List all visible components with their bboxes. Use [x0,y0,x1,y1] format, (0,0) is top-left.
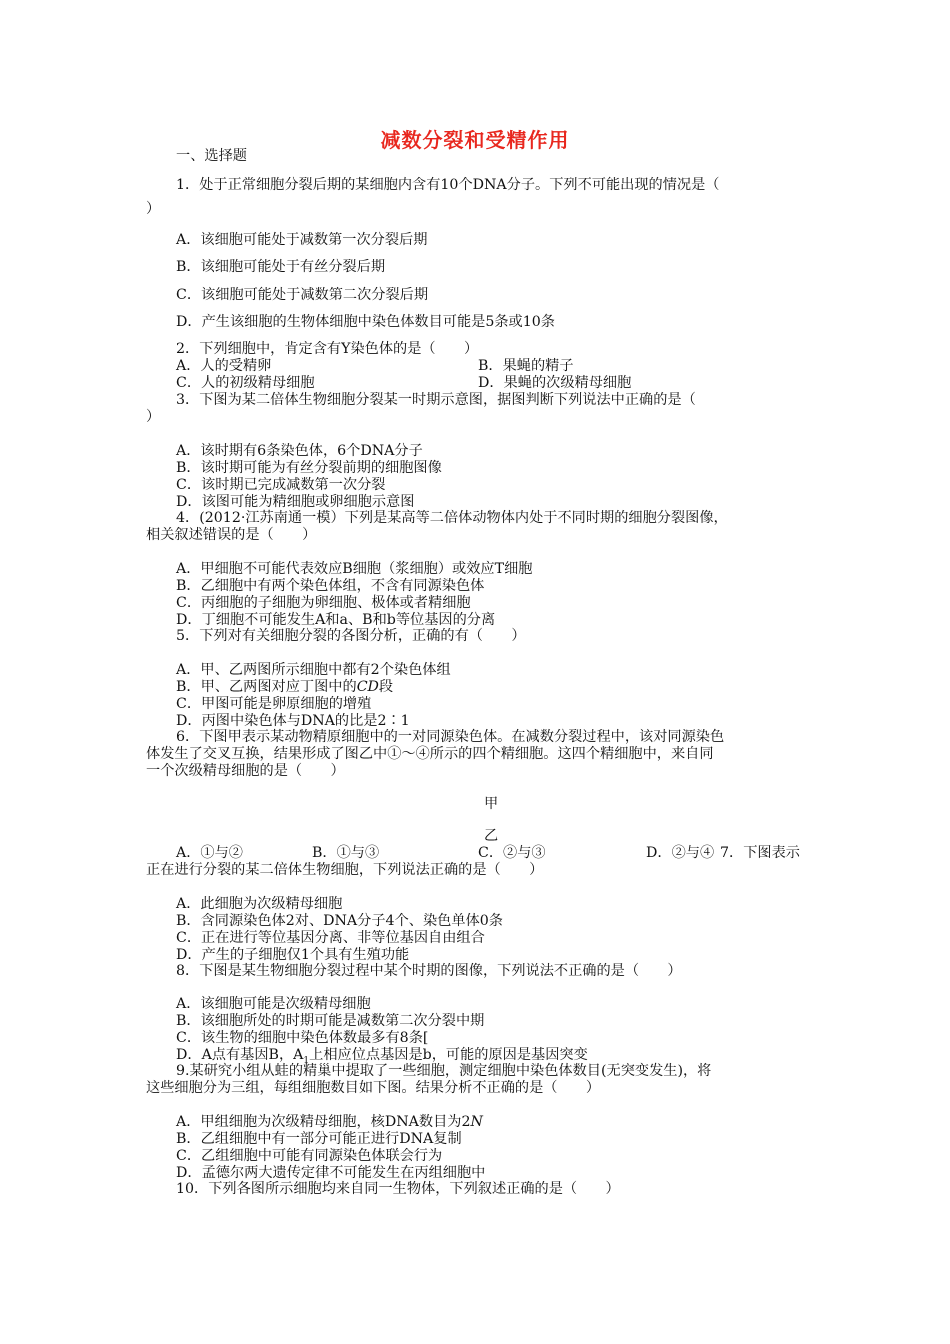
q6-stem-line3: 一个次级精母细胞的是（ ） [146,763,345,779]
q1-option-d: D．产生该细胞的生物体细胞中染色体数目可能是5条或10条 [176,314,555,330]
q8-option-a: A．该细胞可能是次级精母细胞 [176,996,371,1012]
q2-stem: 2．下列细胞中，肯定含有Y染色体的是（ ） [176,341,479,357]
q5-stem: 5．下列对有关细胞分裂的各图分析，正确的有（ ） [176,628,526,644]
q1-option-b: B．该细胞可能处于有丝分裂后期 [176,259,386,275]
q4-stem-line1: 4．(2012·江苏南通一模）下列是某高等二倍体动物体内处于不同时期的细胞分裂图像， [176,510,728,526]
q9-option-d: D．孟德尔两大遗传定律不可能发生在丙组细胞中 [176,1165,486,1181]
q6-option-a: A．①与② [176,845,243,861]
q5-option-d: D．丙图中染色体与DNA的比是2∶1 [176,713,410,729]
q10-stem: 10．下列各图所示细胞均来自同一生物体，下列叙述正确的是（ ） [176,1181,620,1197]
section-heading: 一、选择题 [176,148,247,164]
q9-option-c: C．乙组细胞中可能有同源染色体联会行为 [176,1148,443,1164]
q2-option-a: A．人的受精卵 [176,358,272,374]
q4-option-c: C．丙细胞的子细胞为卵细胞、极体或者精细胞 [176,595,471,611]
q3-option-d: D．该图可能为精细胞或卵细胞示意图 [176,494,415,510]
q6-figure-label-yi: 乙 [484,828,499,844]
q2-option-d: D．果蝇的次级精母细胞 [478,375,632,391]
q8-option-d-suffix: 上相应位点基因是b，可能的原因是基因突变 [309,1047,588,1063]
q8-option-d-prefix: D．A点有基因B，A [176,1047,304,1063]
q6-figure-label-jia: 甲 [484,796,499,812]
q8-option-c: C．该生物的细胞中染色体数最多有8条[ [176,1030,429,1046]
q8-option-d-subscript: 1 [303,1055,310,1066]
q9-stem-line1: 9.某研究小组从蛙的精巢中提取了一些细胞，测定细胞中染色体数目(无突变发生)，将 [176,1063,712,1079]
q7-option-b: B．含同源染色体2对、DNA分子4个、染色单体0条 [176,913,503,929]
q9-stem-line2: 这些细胞分为三组，每组细胞数目如下图。结果分析不正确的是（ ） [146,1080,601,1096]
q5-option-c: C．甲图可能是卵原细胞的增殖 [176,696,372,712]
q6-option-c: C．②与③ [478,845,546,861]
q1-option-c: C．该细胞可能处于减数第二次分裂后期 [176,287,429,303]
q1-stem: 1．处于正常细胞分裂后期的某细胞内含有10个DNA分子。下列不可能出现的情况是（ [176,177,720,193]
q8-option-b: B．该细胞所处的时期可能是减数第二次分裂中期 [176,1013,485,1029]
q7-stem-line2: 正在进行分裂的某二倍体生物细胞，下列说法正确的是（ ） [146,862,544,878]
q5-option-b-italic: CD [356,679,379,695]
q1-option-a: A．该细胞可能处于减数第一次分裂后期 [176,232,428,248]
q2-option-c: C．人的初级精母细胞 [176,375,315,391]
q8-stem: 8．下图是某生物细胞分裂过程中某个时期的图像，下列说法不正确的是（ ） [176,963,682,979]
q5-option-b-suffix: 段 [378,679,394,695]
q7-stem-line1: 7．下图表示 [720,845,800,861]
q6-stem-line2: 体发生了交叉互换，结果形成了图乙中①～④所示的四个精细胞。这四个精细胞中，来自同 [146,746,714,762]
q4-stem-line2: 相关叙述错误的是（ ） [146,527,317,543]
q6-stem-line1: 6．下图甲表示某动物精原细胞中的一对同源染色体。在减数分裂过程中，该对同源染色 [176,729,725,745]
q3-option-a: A．该时期有6条染色体，6个DNA分子 [176,443,423,459]
q4-option-b: B．乙细胞中有两个染色体组，不含有同源染色体 [176,578,485,594]
q5-option-a: A．甲、乙两图所示细胞中都有2个染色体组 [176,662,451,678]
q7-option-c: C．正在进行等位基因分离、非等位基因自由组合 [176,930,485,946]
q9-option-b: B．乙组细胞中有一部分可能正进行DNA复制 [176,1131,462,1147]
q6-option-b: B．①与③ [312,845,380,861]
q3-option-c: C．该时期已完成减数第一次分裂 [176,477,386,493]
q7-option-d: D．产生的子细胞仅1个具有生殖功能 [176,947,410,963]
q3-stem-end: ） [146,409,161,425]
q4-option-a: A．甲细胞不可能代表效应B细胞（浆细胞）或效应T细胞 [176,561,533,577]
q7-option-a: A．此细胞为次级精母细胞 [176,896,343,912]
q2-option-b: B．果蝇的精子 [478,358,574,374]
q9-option-a [176,1114,483,1131]
q3-stem: 3．下图为某二倍体生物细胞分裂某一时期示意图，据图判断下列说法中正确的是（ [176,392,696,408]
q1-stem-end: ） [146,201,161,217]
q6-option-d: D．②与④ [646,845,715,861]
q4-option-d: D．丁细胞不可能发生A和a、B和b等位基因的分离 [176,612,496,628]
document-title: 减数分裂和受精作用 [380,128,570,152]
q5-option-b [176,679,393,696]
q9-option-a-italic: N [470,1114,483,1130]
q3-option-b: B．该时期可能为有丝分裂前期的细胞图像 [176,460,442,476]
q5-option-b-prefix: B．甲、乙两图对应丁图中的 [176,679,357,695]
q9-option-a-prefix: A．甲组细胞为次级精母细胞，核DNA数目为2 [176,1114,471,1130]
